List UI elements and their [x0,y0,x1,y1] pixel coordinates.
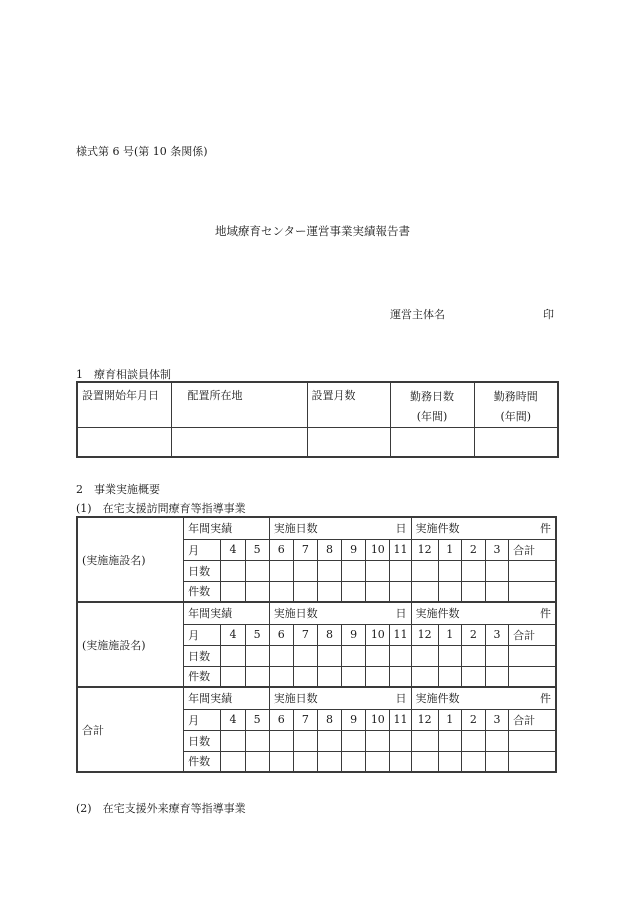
month-cell: 3 [485,709,508,730]
entry-cell[interactable] [245,751,269,772]
entry-cell[interactable] [485,581,508,602]
month-cell: 2 [461,709,485,730]
entry-cell[interactable] [342,730,366,751]
entry-cell[interactable] [269,645,293,666]
entry-cell[interactable] [485,645,508,666]
entry-cell[interactable] [509,666,556,687]
entry-cell[interactable] [509,645,556,666]
entry-cell[interactable] [390,666,411,687]
entry-cell[interactable] [269,730,293,751]
entry-cell[interactable] [411,560,438,581]
entry-cell[interactable] [390,581,411,602]
seal-mark: 印 [543,308,554,321]
entry-cell[interactable] [461,560,485,581]
entry-cell[interactable] [221,645,245,666]
subsection2-heading: (2) 在宅支援外来療育等指導事業 [76,802,246,815]
entry-cell[interactable] [317,645,341,666]
month-cell: 2 [461,624,485,645]
days-label: 日数 [184,645,221,666]
case-unit: 件 [485,602,556,624]
day-unit: 日 [366,602,411,624]
days-done-label: 実施日数 [269,687,366,709]
entry-cell[interactable] [293,666,317,687]
month-cell: 1 [438,539,461,560]
entry-cell[interactable] [390,560,411,581]
month-cell: 8 [317,709,341,730]
month-total-label: 合計 [509,709,556,730]
header-location: 配置所在地 [171,382,307,428]
facility-name-cell[interactable]: 合計 [77,687,184,772]
entry-cell[interactable] [438,645,461,666]
entry-cell[interactable] [342,645,366,666]
month-label: 月 [184,709,221,730]
section1-heading: 1 療育相談員体制 [76,368,171,381]
month-total-label: 合計 [509,624,556,645]
entry-cell[interactable] [366,730,390,751]
day-unit: 日 [366,687,411,709]
entry-cell[interactable] [269,581,293,602]
form-number: 様式第 6 号(第 10 条関係) [76,145,208,158]
entry-cell[interactable] [269,751,293,772]
entry-cell[interactable] [245,645,269,666]
entry-cell[interactable] [221,730,245,751]
entry-cell[interactable] [293,751,317,772]
entry-cell[interactable] [509,560,556,581]
month-cell: 11 [390,539,411,560]
annual-row [77,687,556,709]
month-cell: 12 [411,539,438,560]
month-cell: 5 [245,624,269,645]
month-cell: 3 [485,624,508,645]
cases-done-label: 実施件数 [411,602,485,624]
entry-cell[interactable] [317,666,341,687]
days-done-label: 実施日数 [269,602,366,624]
header-work-hours: 勤務時間 (年間) [474,382,558,428]
activity-table [76,516,557,773]
month-cell: 10 [366,624,390,645]
work-days-cell[interactable] [390,428,474,457]
month-cell: 10 [366,709,390,730]
entry-cell[interactable] [461,645,485,666]
month-cell: 7 [293,539,317,560]
entry-cell[interactable] [485,666,508,687]
month-total-label: 合計 [509,539,556,560]
entry-cell[interactable] [245,581,269,602]
month-cell: 1 [438,624,461,645]
entry-cell[interactable] [411,730,438,751]
section2-heading: 2 事業実施概要 [76,483,160,496]
cases-done-label: 実施件数 [411,517,485,539]
entry-cell[interactable] [342,666,366,687]
staff-table [76,381,559,458]
entry-cell[interactable] [317,581,341,602]
month-cell: 8 [317,624,341,645]
month-cell: 9 [342,709,366,730]
entry-cell[interactable] [221,560,245,581]
entry-cell[interactable] [366,560,390,581]
month-cell: 2 [461,539,485,560]
entry-cell[interactable] [461,730,485,751]
entry-cell[interactable] [342,581,366,602]
month-cell: 1 [438,709,461,730]
entry-cell[interactable] [509,751,556,772]
location-cell[interactable] [171,428,307,457]
annual-label: 年間実績 [184,602,270,624]
month-cell: 4 [221,539,245,560]
document-title: 地域療育センター運営事業実績報告書 [215,224,411,238]
entry-cell[interactable] [366,645,390,666]
entry-cell[interactable] [438,730,461,751]
entry-cell[interactable] [366,666,390,687]
annual-row [77,517,556,539]
entry-cell[interactable] [342,751,366,772]
entry-cell[interactable] [390,751,411,772]
entry-cell[interactable] [317,751,341,772]
entry-cell[interactable] [438,560,461,581]
entry-cell[interactable] [293,645,317,666]
month-cell: 5 [245,709,269,730]
header-months: 設置月数 [307,382,390,428]
entry-cell[interactable] [366,751,390,772]
work-hours-cell[interactable] [474,428,558,457]
entry-cell[interactable] [485,751,508,772]
entry-cell[interactable] [461,666,485,687]
entry-cell[interactable] [438,751,461,772]
cases-done-label: 実施件数 [411,687,485,709]
entry-cell[interactable] [390,645,411,666]
entry-cell[interactable] [317,730,341,751]
month-cell: 12 [411,709,438,730]
cases-label: 件数 [184,666,221,687]
month-label: 月 [184,539,221,560]
days-label: 日数 [184,730,221,751]
day-unit: 日 [366,517,411,539]
months-cell[interactable] [307,428,390,457]
case-unit: 件 [485,687,556,709]
cases-label: 件数 [184,751,221,772]
facility-name-cell[interactable]: (実施施設名) [77,517,184,602]
entry-cell[interactable] [411,581,438,602]
entry-cell[interactable] [245,560,269,581]
entry-cell[interactable] [221,751,245,772]
operator-label: 運営主体名 [390,308,445,321]
entry-cell[interactable] [509,581,556,602]
month-cell: 6 [269,709,293,730]
month-cell: 8 [317,539,341,560]
month-cell: 7 [293,624,317,645]
entry-cell[interactable] [366,581,390,602]
entry-cell[interactable] [438,666,461,687]
days-done-label: 実施日数 [269,517,366,539]
facility-name-cell[interactable]: (実施施設名) [77,602,184,687]
month-cell: 6 [269,624,293,645]
header-work-days: 勤務日数 (年間) [390,382,474,428]
month-cell: 11 [390,709,411,730]
days-label: 日数 [184,560,221,581]
month-cell: 9 [342,624,366,645]
annual-row [77,602,556,624]
entry-cell[interactable] [411,666,438,687]
month-cell: 12 [411,624,438,645]
month-cell: 5 [245,539,269,560]
annual-label: 年間実績 [184,687,270,709]
entry-cell[interactable] [438,581,461,602]
entry-cell[interactable] [342,560,366,581]
month-cell: 10 [366,539,390,560]
entry-cell[interactable] [221,666,245,687]
entry-cell[interactable] [293,560,317,581]
entry-cell[interactable] [317,560,341,581]
month-cell: 9 [342,539,366,560]
entry-cell[interactable] [221,581,245,602]
entry-cell[interactable] [485,730,508,751]
entry-cell[interactable] [509,730,556,751]
entry-cell[interactable] [461,581,485,602]
entry-cell[interactable] [461,751,485,772]
annual-label: 年間実績 [184,517,270,539]
month-cell: 4 [221,709,245,730]
entry-cell[interactable] [245,666,269,687]
entry-cell[interactable] [293,581,317,602]
entry-cell[interactable] [245,730,269,751]
entry-cell[interactable] [411,751,438,772]
month-cell: 11 [390,624,411,645]
cases-label: 件数 [184,581,221,602]
entry-cell[interactable] [485,560,508,581]
case-unit: 件 [485,517,556,539]
entry-cell[interactable] [390,730,411,751]
month-cell: 7 [293,709,317,730]
month-cell: 3 [485,539,508,560]
month-cell: 6 [269,539,293,560]
start-date-cell[interactable] [77,428,171,457]
entry-cell[interactable] [411,645,438,666]
entry-cell[interactable] [269,560,293,581]
entry-cell[interactable] [293,730,317,751]
month-cell: 4 [221,624,245,645]
month-label: 月 [184,624,221,645]
header-start-date: 設置開始年月日 [77,382,171,428]
subsection1-heading: (1) 在宅支援訪問療育等指導事業 [76,502,246,515]
entry-cell[interactable] [269,666,293,687]
